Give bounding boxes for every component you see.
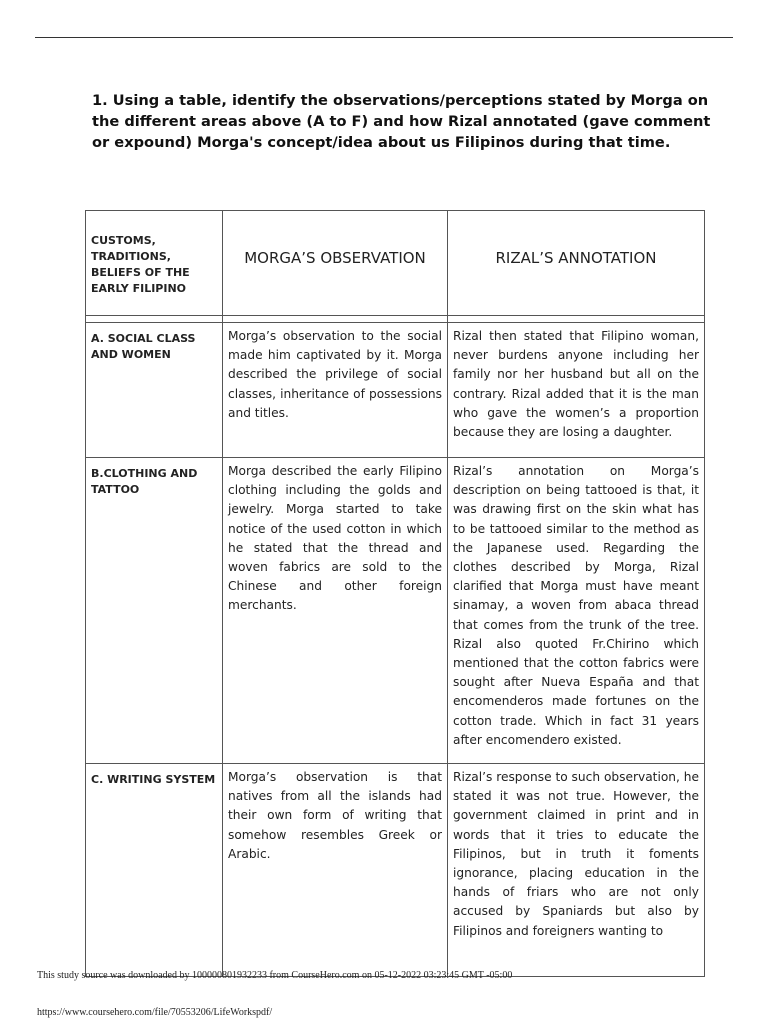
topic-cell: B.CLOTHING AND TATTOO xyxy=(86,458,223,764)
header-rizal: RIZAL’S ANNOTATION xyxy=(448,211,705,316)
morga-cell: Morga’s observation is that natives from all the islands had their own form of writing that somehow resembles Greek or Arabic. xyxy=(223,764,448,977)
topic-cell: A. SOCIAL CLASS AND WOMEN xyxy=(86,323,223,458)
rizal-cell: Rizal’s response to such observation, he stated it was not true. However, the government claimed in print and in words that it tries to educate the Filipinos, but in truth it foments ignorance, placing education in the hands of friars who are not only accused by Spaniards but also by Filipinos and foreigners wanting to xyxy=(448,764,705,977)
table-header-row xyxy=(86,211,705,316)
rizal-cell: Rizal’s annotation on Morga’s description on being tattooed is that, it was drawing first on the skin what has to be tattooed similar to the method as the Japanese used. Regarding the clothes described by Morga, Rizal clarified that Morga must have meant sinamay, a woven from abaca thread that comes from the trunk of the tree. Rizal also quoted Fr.Chirino which mentioned that the cotton fabrics were sought after Nueva España and that encomenderos made fortunes on the cotton trade. Which in fact 31 years after encomendero existed. xyxy=(448,458,705,764)
table-row xyxy=(86,764,705,977)
blank-cell xyxy=(86,316,223,323)
question-text: 1. Using a table, identify the observations/perceptions stated by Morga on the different areas above (A to F) and how Rizal annotated (gave comment or expound) Morga's concept/idea about us Filipinos during that time. xyxy=(92,92,711,151)
blank-cell xyxy=(223,316,448,323)
topic-cell: C. WRITING SYSTEM xyxy=(86,764,223,977)
morga-cell: Morga described the early Filipino clothing including the golds and jewelry. Morga started to take notice of the used cotton in which he stated that the thread and woven fabrics are sold to the Chinese and other foreign merchants. xyxy=(223,458,448,764)
header-morga: MORGA’S OBSERVATION xyxy=(223,211,448,316)
blank-cell xyxy=(448,316,705,323)
source-url-link[interactable]: https://www.coursehero.com/file/70553206/LifeWorkspdf/ xyxy=(37,1007,273,1018)
table-row xyxy=(86,458,705,764)
header-customs: CUSTOMS, TRADITIONS, BELIEFS OF THE EARLY FILIPINO xyxy=(86,211,223,316)
rizal-cell: Rizal then stated that Filipino woman, never burdens anyone including her family nor her husband but all on the contrary. Rizal added that it is the man who gave the women’s a proportion because they are losing a daughter. xyxy=(448,323,705,458)
table-row xyxy=(86,323,705,458)
top-divider xyxy=(35,37,733,38)
morga-cell: Morga’s observation to the social made him captivated by it. Morga described the privilege of social classes, inheritance of possessions and titles. xyxy=(223,323,448,458)
download-notice: This study source was downloaded by 100000801932233 from CourseHero.com on 05-12-2022 03:23:45 GMT -05:00 xyxy=(37,970,513,981)
blank-row xyxy=(86,316,705,323)
comparison-table xyxy=(85,210,705,977)
